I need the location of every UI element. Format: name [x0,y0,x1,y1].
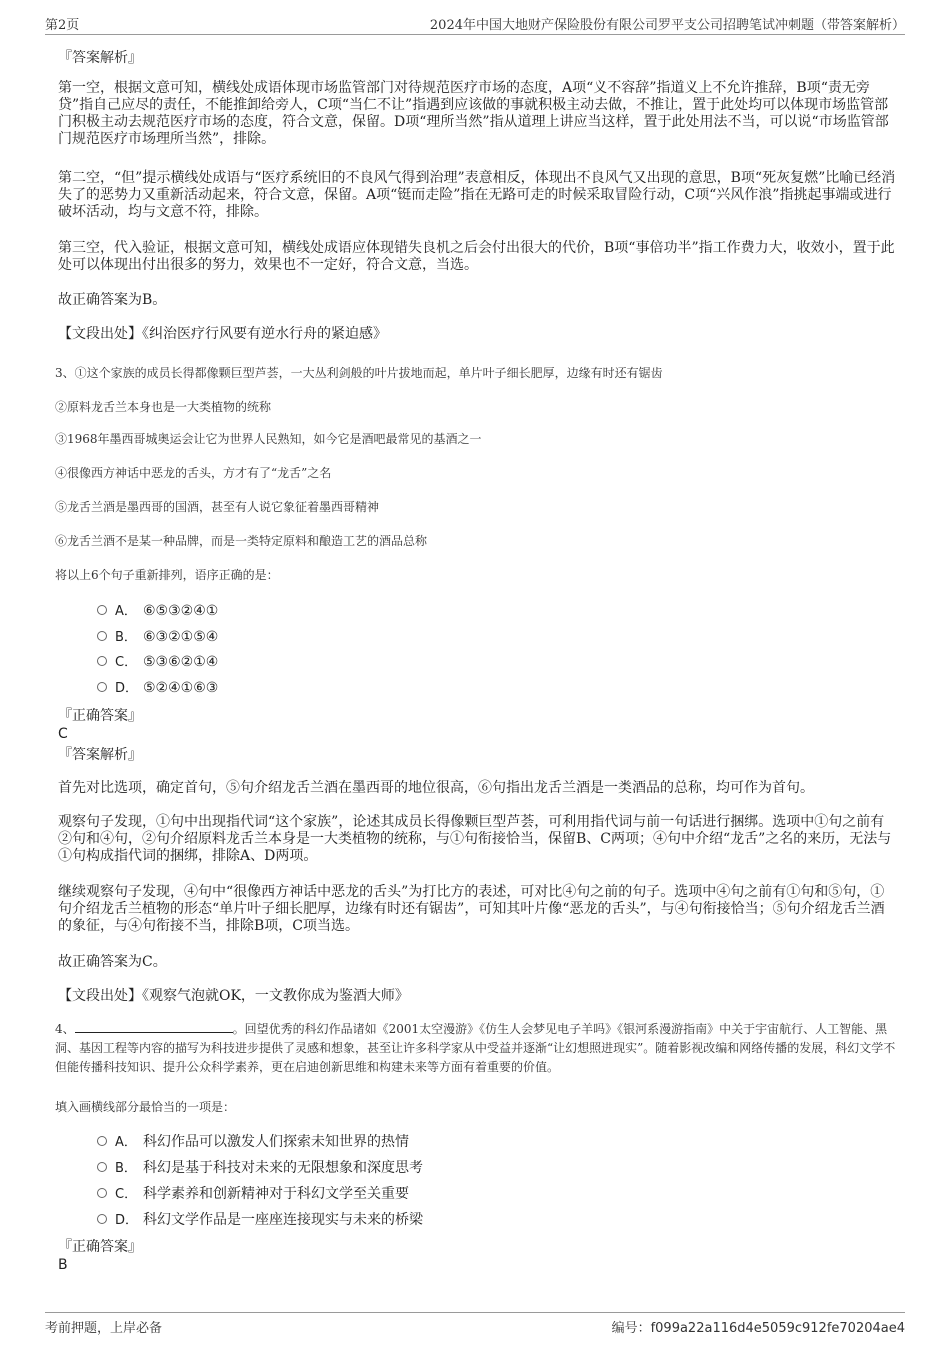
q3-sentence-4: ④很像西方神话中恶龙的舌头，方才有了“龙舌”之名 [55,466,332,480]
q3-prompt: 将以上6个句子重新排列，语序正确的是： [55,568,279,582]
document-title: 2024年中国大地财产保险股份有限公司罗平支公司招聘笔试冲刺题（带答案解析） [429,18,905,33]
q4-option-b[interactable]: B． 科幻是基于科技对未来的无限想象和深度思考 [97,1159,423,1178]
radio-icon[interactable] [97,656,107,666]
fill-blank-line [75,1020,233,1033]
q4-prompt: 填入画横线部分最恰当的一项是： [55,1100,236,1114]
q2-conclusion: 故正确答案为B。 [58,292,167,308]
q4-stem: 4、 。回望优秀的科幻作品诸如《2001太空漫游》《仿生人会梦见电子羊吗》《银河系漫游指南》中关于宇宙航行、人工智能、黑洞、基因工程等内容的描写为科技进步提供了灵感和想象，甚至让许多科学家从中受益并逐渐“让幻想照进现实”。随着影视改编和网络传播的发展，科幻文学不但能传播科技知识、提升公众科学素养，更在启迪创新思维和构建未来等方面有着重要的价值。 [55,1022,896,1074]
radio-icon[interactable] [97,682,107,692]
page-footer [45,1312,905,1337]
radio-icon[interactable] [97,1162,107,1172]
q2-analysis-para-1: 第一空，根据文意可知，横线处成语体现市场监管部门对待规范医疗市场的态度，A项“义不容辞”指道义上不允许推辞，B项“责无旁贷”指自己应尽的责任，不能推卸给旁人，C项“当仁不让”指遇到应该做的事就积极主动去做，不推让，置于此处均可以体现市场监管部门积极主动去规范医疗市场的态度，符合文意，保留。D项“理所当然”指从道理上讲应当这样，置于此处用法不当，可以说“市场监管部门规范医疗市场理所当然”，排除。 [58,80,889,147]
footer-slogan: 考前押题，上岸必备 [45,1321,163,1336]
q3-answer: C [58,726,68,742]
page-number: 第2页 [45,18,80,33]
q4-answer: B [58,1257,68,1273]
q2-analysis-para-3: 第三空，代入验证，根据文意可知，横线处成语应体现错失良机之后会付出很大的代价，B项“事倍功半”指工作费力大，收效小，置于此处可以体现出付出很多的努力，效果也不一定好，符合文意，当选。 [58,240,895,273]
q3-answer-label: 『正确答案』 [58,708,142,724]
serial-number: 编号：f099a22a116d4e5059c912fe70204ae4 [611,1321,905,1336]
q3-option-d[interactable]: D． ⑤②④①⑥③ [97,679,218,698]
q3-analysis-para-3: 继续观察句子发现，④句中“很像西方神话中恶龙的舌头”为打比方的表述，可对比④句之前的句子。选项中④句之前有①句和⑤句，①句介绍龙舌兰植物的形态“单片叶子细长肥厚，边缘有时还有锯齿”，可知其叶片像“恶龙的舌头”，与④句衔接恰当；⑤句介绍龙舌兰酒的象征，与④句衔接不当，排除B项，C项当选。 [58,884,885,934]
q2-analysis-para-2: 第二空，“但”提示横线处成语与“医疗系统旧的不良风气得到治理”表意相反，体现出不良风气又出现的意思，B项“死灰复燃”比喻已经消失了的恶势力又重新活动起来，符合文意，保留。A项“铤而走险”指在无路可走的时候采取冒险行动，C项“兴风作浪”指挑起事端或进行破坏活动，均与文意不符，排除。 [58,170,896,220]
q3-analysis-label: 『答案解析』 [58,747,142,763]
radio-icon[interactable] [97,1188,107,1198]
radio-icon[interactable] [97,631,107,641]
q3-number: 3、 [55,366,75,380]
q3-analysis-para-2: 观察句子发现，①句中出现指代词“这个家族”，论述其成员长得像颗巨型芦荟，可利用指代词与前一句话进行捆绑。选项中①句之前有②句和④句，②句介绍原料龙舌兰本身是一大类植物的统称，与①句衔接恰当，保留B、C两项；④句中介绍“龙舌”之名的来历，无法与①句构成指代词的捆绑，排除A、D两项。 [58,814,892,864]
q3-conclusion: 故正确答案为C。 [58,954,167,970]
q4-number: 4、 [55,1022,75,1036]
q3-source: 【文段出处】《观察气泡就OK，一文教你成为鉴酒大师》 [58,988,409,1004]
radio-icon[interactable] [97,1136,107,1146]
radio-icon[interactable] [97,605,107,615]
radio-icon[interactable] [97,1214,107,1224]
q4-answer-label: 『正确答案』 [58,1239,142,1255]
q3-sentence-5: ⑤龙舌兰酒是墨西哥的国酒，甚至有人说它象征着墨西哥精神 [55,500,380,514]
q2-source: 【文段出处】《纠治医疗行风要有逆水行舟的紧迫感》 [58,326,387,342]
page-header [45,14,905,35]
q3-sentence-6: ⑥龙舌兰酒不是某一种品牌，而是一类特定原料和酿造工艺的酒品总称 [55,534,428,548]
q3-analysis-para-1: 首先对比选项，确定首句，⑤句介绍龙舌兰酒在墨西哥的地位很高，⑥句指出龙舌兰酒是一类酒品的总称，均可作为首句。 [58,780,814,796]
q4-option-a[interactable]: A． 科幻作品可以激发人们探索未知世界的热情 [97,1133,409,1152]
q3-sentence-3: ③1968年墨西哥城奥运会让它为世界人民熟知，如今它是酒吧最常见的基酒之一 [55,432,482,446]
q3-option-b[interactable]: B． ⑥③②①⑤④ [97,628,218,647]
q4-option-d[interactable]: D． 科幻文学作品是一座座连接现实与未来的桥梁 [97,1211,423,1230]
q3-option-a[interactable]: A． ⑥⑤③②④① [97,602,218,621]
q3-sentence-1: 3、①这个家族的成员长得都像颗巨型芦荟，一大丛利剑般的叶片拔地而起，单片叶子细长肥厚，边缘有时还有锯齿 [55,366,663,380]
q3-option-c[interactable]: C． ⑤③⑥②①④ [97,653,218,672]
q2-analysis-label: 『答案解析』 [58,50,142,66]
q3-sentence-2: ②原料龙舌兰本身也是一大类植物的统称 [55,400,272,414]
q4-option-c[interactable]: C． 科学素养和创新精神对于科幻文学至关重要 [97,1185,409,1204]
